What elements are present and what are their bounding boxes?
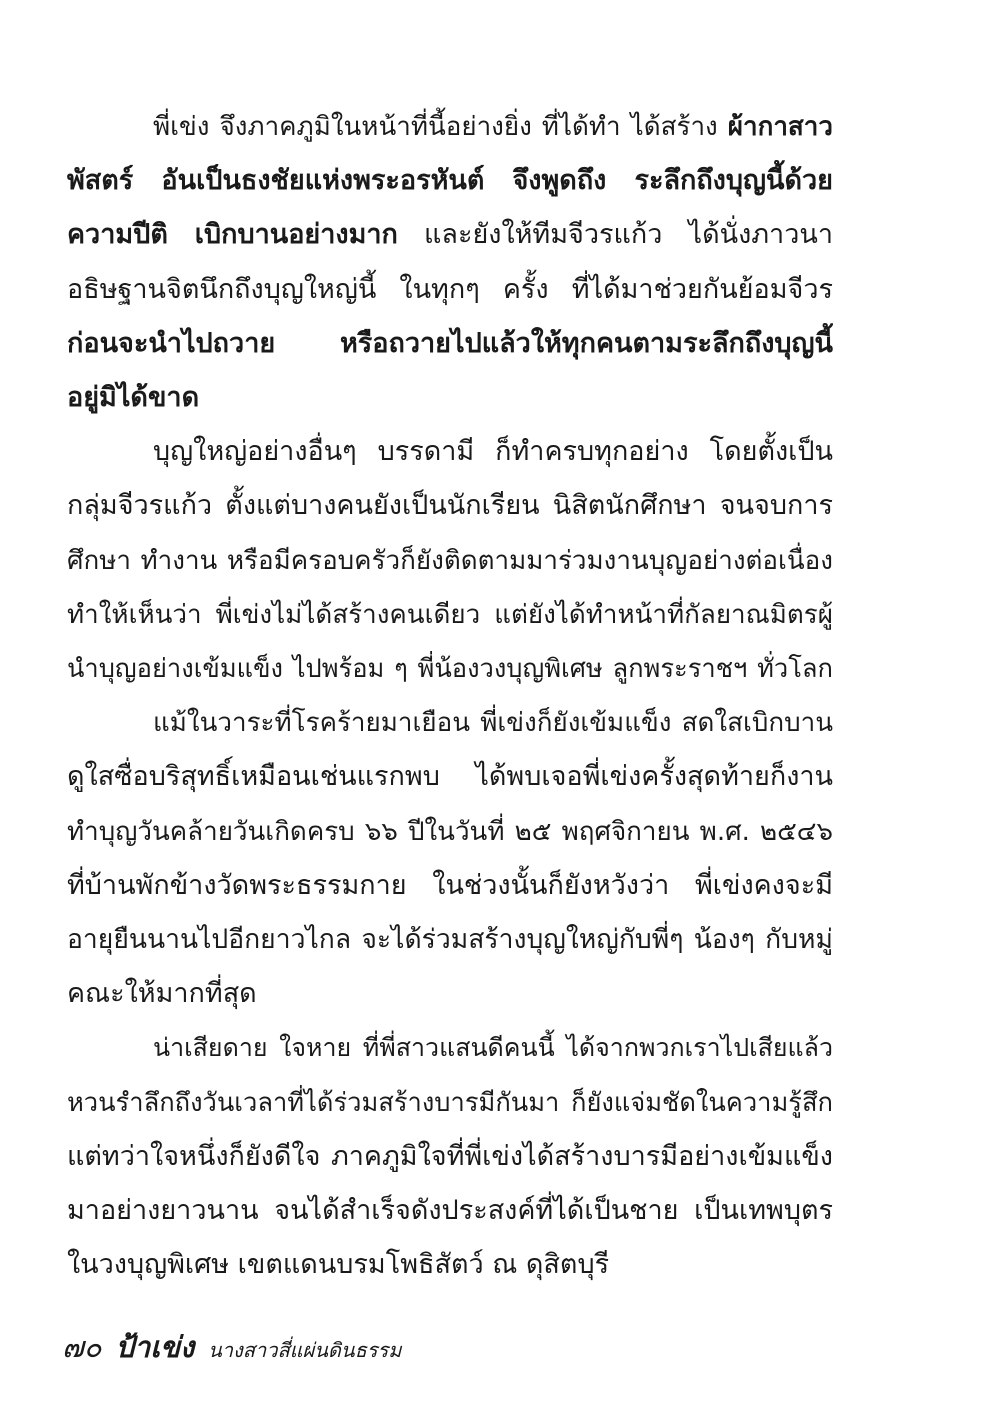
page-footer xyxy=(62,1322,401,1372)
text-line xyxy=(67,857,833,915)
text-segment: ที่บ้านพักข้างวัดพระธรรมกาย ในช่วงนั้นก็ยังหวังว่า พี่เข่งคงจะมี xyxy=(67,869,833,901)
text-segment: หวนรำลึกถึงวันเวลาที่ได้ร่วมสร้างบารมีกันมา ก็ยังแจ่มชัดในความรู้สึก xyxy=(67,1087,833,1118)
text-line xyxy=(67,1236,833,1294)
text-segment: น่าเสียดาย ใจหาย ที่พี่สาวแสนดีคนนี้ ได้จากพวกเราไปเสียแล้ว xyxy=(153,1033,833,1063)
text-segment: คณะให้มากที่สุด xyxy=(67,978,257,1010)
book-title: ป้าเข่ง xyxy=(115,1330,195,1364)
text-line xyxy=(67,477,833,535)
text-segment: ดูใสซื่อบริสุทธิ์เหมือนเช่นแรกพบ ได้พบเจอพี่เข่งครั้งสุดท้ายก็งาน xyxy=(67,761,833,793)
text-segment: ทำบุญวันคล้ายวันเกิดครบ ๖๖ ปีในวันที่ ๒๕ พฤศจิกายน พ.ศ. ๒๕๔๖ xyxy=(67,816,833,847)
text-segment: พี่เข่ง จึงภาคภูมิในหน้าที่นี้อย่างยิ่ง ที่ได้ทำ ได้สร้าง xyxy=(153,112,728,142)
text-line xyxy=(67,261,833,319)
page-number: ๗๐ xyxy=(62,1330,102,1364)
text-line xyxy=(67,965,833,1023)
text-segment: บุญใหญ่อย่างอื่นๆ บรรดามี ก็ทำครบทุกอย่าง โดยตั้งเป็น xyxy=(153,436,833,468)
text-line xyxy=(67,1019,833,1077)
text-line xyxy=(67,1128,833,1186)
text-segment: แม้ในวาระที่โรคร้ายมาเยือน พี่เข่งก็ยังเข้มแข็ง สดใสเบิกบาน xyxy=(153,708,833,739)
bold-text-segment: ผ้ากาสาว xyxy=(727,112,833,142)
text-segment: มาอย่างยาวนาน จนได้สำเร็จดังประสงค์ที่ได้เป็นชาย เป็นเทพบุตร xyxy=(67,1195,833,1226)
bold-text-segment: อยู่มิได้ขาด xyxy=(67,382,200,413)
text-segment: ในวงบุญพิเศษ เขตแดนบรมโพธิสัตว์ ณ ดุสิตบุรี xyxy=(67,1249,610,1281)
text-segment: กลุ่มจีวรแก้ว ตั้งแต่บางคนยังเป็นนักเรียน นิสิตนักศึกษา จนจบการ xyxy=(67,490,833,522)
text-segment: อายุยืนนานไปอีกยาวไกล จะได้ร่วมสร้างบุญใหญ่กับพี่ๆ น้องๆ กับหมู่ xyxy=(67,924,833,955)
bold-text-segment: ก่อนจะนำไปถวาย หรือถวายไปแล้วให้ทุกคนตามระลึกถึงบุญนี้ xyxy=(67,327,833,359)
bold-text-segment: ความปีติ เบิกบานอย่างมาก xyxy=(67,219,398,251)
text-segment: และยังให้ทีมจีวรแก้ว ได้นั่งภาวนา xyxy=(397,219,833,251)
text-line xyxy=(67,206,833,264)
text-segment: อธิษฐานจิตนึกถึงบุญใหญ่นี้ ในทุกๆ ครั้ง ที่ได้มาช่วยกันย้อมจีวร xyxy=(67,273,833,305)
text-line xyxy=(67,315,833,373)
text-segment: ศึกษา ทำงาน หรือมีครอบครัวก็ยังติดตามมาร่วมงานบุญอย่างต่อเนื่อง xyxy=(67,545,833,576)
text-line xyxy=(67,532,833,590)
book-subtitle: นางสาวสี่แผ่นดินธรรม xyxy=(208,1338,402,1362)
text-line xyxy=(67,423,833,481)
text-line xyxy=(67,911,833,969)
text-line xyxy=(67,640,833,698)
text-line xyxy=(67,369,833,427)
text-segment: นำบุญอย่างเข้มแข็ง ไปพร้อม ๆ พี่น้องวงบุญพิเศษ ลูกพระราชฯ ทั่วโลก xyxy=(67,654,833,684)
text-line xyxy=(67,152,833,210)
text-segment: ทำให้เห็นว่า พี่เข่งไม่ได้สร้างคนเดียว แต่ยังได้ทำหน้าที่กัลยาณมิตรผู้ xyxy=(67,599,833,630)
text-line xyxy=(67,1074,833,1132)
bold-text-segment: พัสตร์ อันเป็นธงชัยแห่งพระอรหันต์ จึงพูดถึง ระลึกถึงบุญนี้ด้วย xyxy=(67,165,833,197)
text-line xyxy=(67,748,833,806)
text-segment: แต่ทว่าใจหนึ่งก็ยังดีใจ ภาคภูมิใจที่พี่เข่งได้สร้างบารมีอย่างเข้มแข็ง xyxy=(67,1140,833,1172)
text-line xyxy=(67,1182,833,1240)
text-line xyxy=(67,803,833,861)
text-line xyxy=(67,586,833,644)
text-line xyxy=(67,694,833,752)
text-line xyxy=(67,98,833,156)
